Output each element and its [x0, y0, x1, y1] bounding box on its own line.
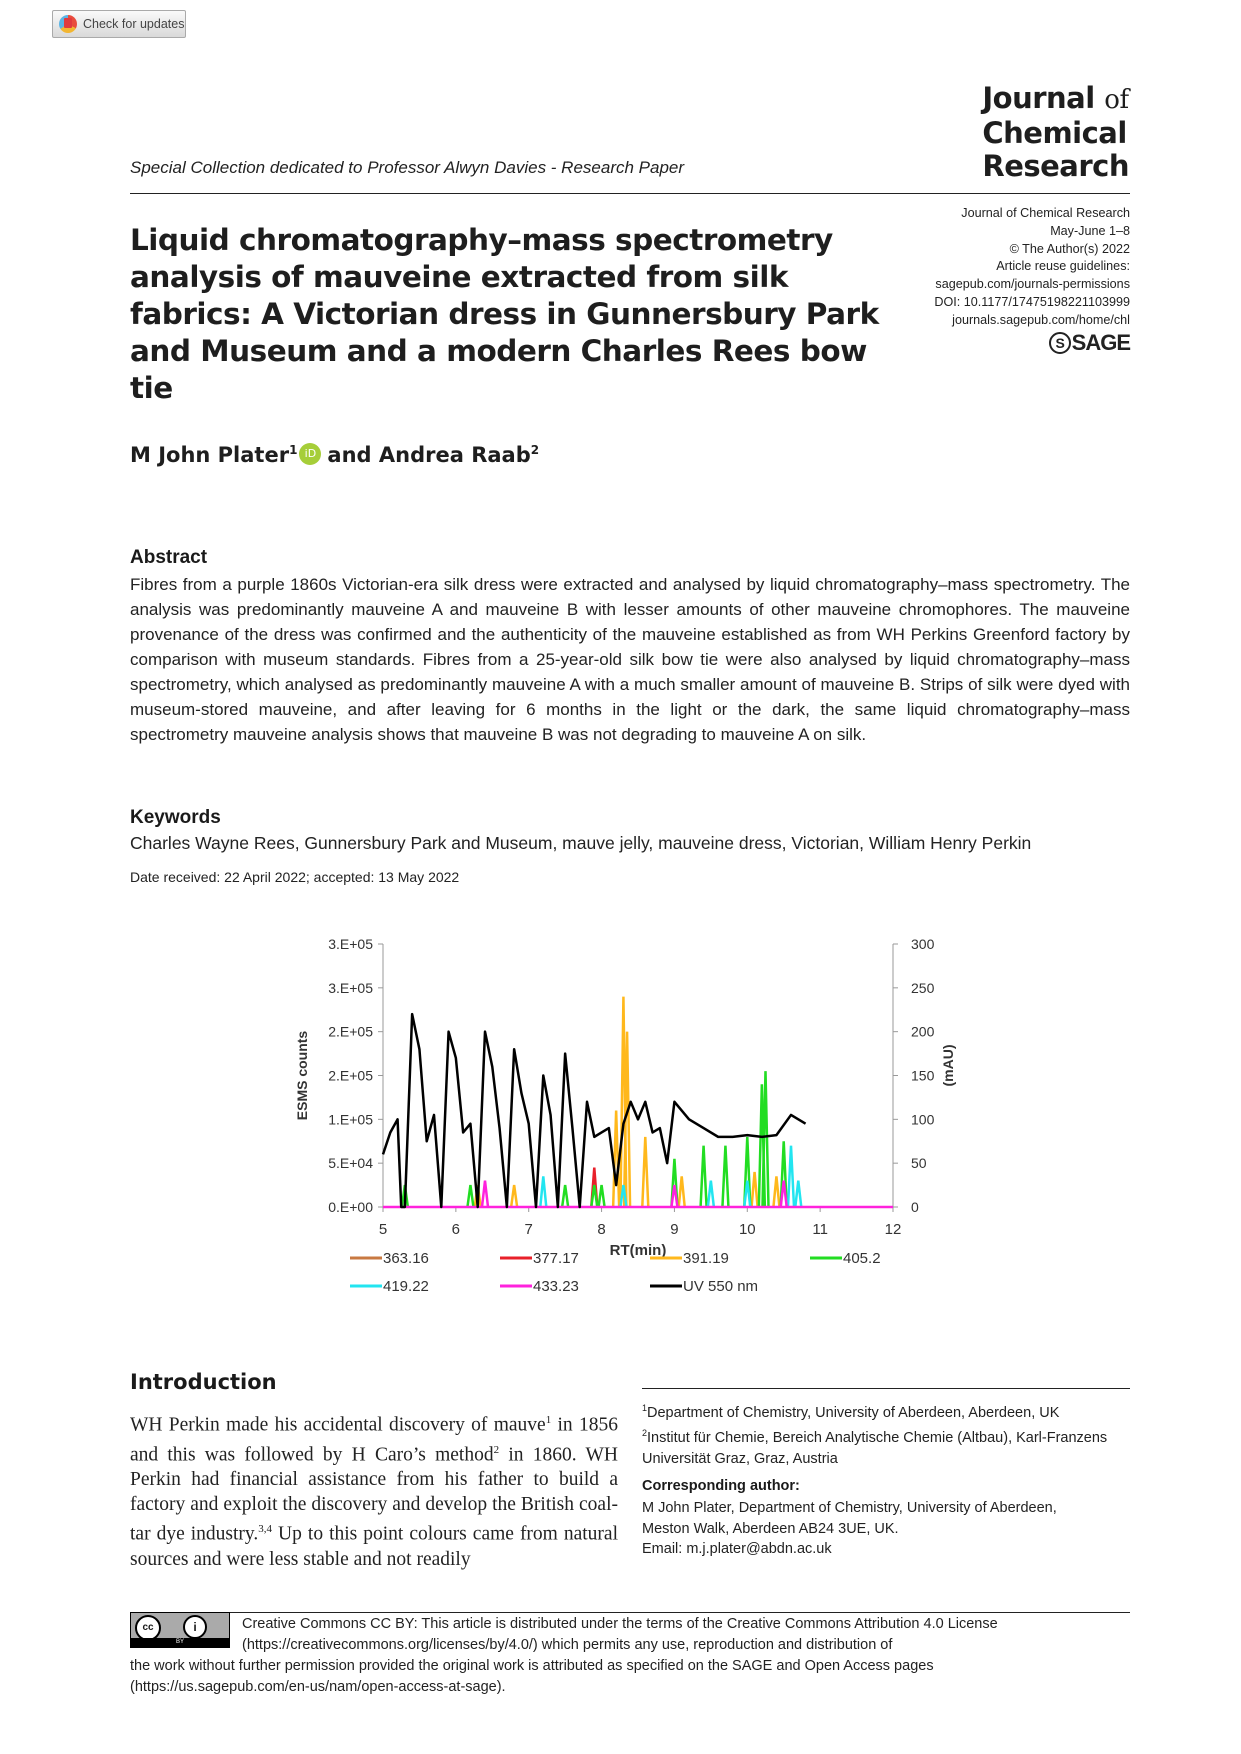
series-peak	[642, 1137, 648, 1207]
series-peak	[599, 1185, 605, 1207]
meta-reuse-label: Article reuse guidelines:	[996, 259, 1130, 274]
citation-ref[interactable]: 3,4	[258, 1523, 273, 1535]
chromatogram-chart	[270, 920, 970, 1340]
keywords-text: Charles Wayne Rees, Gunnersbury Park and Museum, mauve jelly, mauveine dress, Victorian, William Henry Perkin	[130, 833, 1032, 853]
sage-logo-text: SAGE	[1071, 330, 1130, 355]
corresponding-line: M John Plater, Department of Chemistry, University of Aberdeen,	[642, 1500, 1057, 1516]
y-tick-label-left: 5.E+04	[328, 1155, 373, 1172]
affiliation-item	[642, 1423, 1142, 1469]
y-tick-label-right: 150	[911, 1067, 935, 1084]
affiliation-item	[642, 1398, 1142, 1423]
y-tick-label-right: 50	[911, 1155, 927, 1172]
author-affil-sup: 1	[289, 443, 298, 457]
corresponding-line: Meston Walk, Aberdeen AB24 3UE, UK.	[642, 1520, 899, 1537]
series-peak	[679, 1176, 685, 1207]
meta-copyright: © The Author(s) 2022	[1009, 241, 1130, 256]
y-tick-label-right: 250	[911, 979, 935, 996]
journal-logo	[982, 82, 1129, 183]
author-list	[130, 443, 539, 467]
author-affil-sup: 2	[530, 443, 540, 457]
intro-text-part: in 1856 and this was followed by H Caro’s method	[130, 1414, 618, 1465]
by-label: BY	[131, 1638, 229, 1647]
license-link[interactable]: (https://creativecommons.org/licenses/by/4.0/) which permits any use, reproduction and distribution of	[242, 1637, 893, 1653]
introduction-heading: Introduction	[130, 1370, 277, 1394]
corresponding-heading: Corresponding author:	[642, 1478, 800, 1494]
legend-label: 419.22	[383, 1278, 429, 1295]
article-dates: Date received: 22 April 2022; accepted: 13 May 2022	[130, 869, 460, 885]
series-peak	[482, 1181, 488, 1207]
footnote-divider	[642, 1388, 1130, 1389]
y-tick-label-right: 100	[911, 1111, 935, 1128]
check-for-updates-label: Check for updates	[83, 17, 185, 31]
crossmark-icon	[59, 15, 77, 33]
author-connector: and	[327, 443, 372, 467]
meta-doi[interactable]: DOI: 10.1177/17475198221103999	[934, 294, 1130, 309]
abstract-text: Fibres from a purple 1860s Victorian-era silk dress were extracted and analysed by liquid chromatography–mass spectrometry. The analysis was predominantly mauveine A and mauveine B with lesser amounts of other mauveine chromophores. The mauveine provenance of the dress was confirmed and the authenticity of the mauveine established as from WH Perkins Greenford factory by comparison with museum standards. Fibres from a 25-year-old silk bow tie were also analysed by liquid chromatography–mass spectrometry, which analysed as predominantly mauveine A with a much smaller amount of mauveine B. Strips of silk were dyed with museum-stored mauveine, and after leaving for 6 months in the light or the dark, the same liquid chromatography–mass spectrometry mauveine analysis shows that mauveine B was not degrading to mauveine A on silk.	[130, 575, 1130, 744]
citation-ref[interactable]: 1	[545, 1414, 552, 1426]
open-access-link[interactable]: (https://us.sagepub.com/en-us/nam/open-access-at-sage).	[130, 1679, 506, 1695]
chromatogram-figure	[270, 920, 970, 1340]
affiliations	[642, 1398, 1142, 1469]
affiliation-text: Institut für Chemie, Bereich Analytische Chemie (Altbau), Karl-Franzens Universität Graz, Graz, Austria	[642, 1430, 1108, 1467]
journal-meta	[934, 205, 1130, 330]
article-title: Liquid chromatography–mass spectrometry analysis of mauveine extracted from silk fabrics: A Victorian dress in Gunnersbury Park and Museum and a modern Charles Rees bow tie	[130, 223, 879, 405]
y-tick-label-right: 200	[911, 1023, 935, 1040]
x-tick-label: 6	[451, 1221, 461, 1238]
license-line: Creative Commons CC BY: This article is distributed under the terms of the Creative Commons Attribution 4.0 License	[242, 1616, 998, 1632]
series-peak	[788, 1146, 794, 1207]
x-tick-label: 10	[738, 1221, 756, 1238]
collection-label: Special Collection dedicated to Professor Alwyn Davies - Research Paper	[130, 158, 685, 177]
y-tick-label-left: 3.E+05	[328, 936, 373, 952]
orcid-icon[interactable]: iD	[299, 443, 321, 465]
y-tick-label-left: 2.E+05	[328, 1067, 373, 1084]
x-axis-label: RT(min)	[609, 1242, 667, 1259]
legend-label: 377.17	[533, 1250, 579, 1267]
x-tick-label: 5	[378, 1221, 388, 1238]
series-peak	[722, 1146, 728, 1207]
license-divider	[230, 1612, 1130, 1613]
legend-label: 405.2	[843, 1250, 881, 1267]
keywords-heading: Keywords	[130, 807, 221, 828]
abstract-heading: Abstract	[130, 547, 208, 568]
corresponding-email[interactable]: Email: m.j.plater@abdn.ac.uk	[642, 1541, 832, 1557]
y-tick-label-left: 1.E+05	[328, 1111, 373, 1128]
y-axis-label: ESMS counts	[294, 1030, 310, 1121]
series-peak	[540, 1176, 546, 1207]
meta-permissions-link[interactable]: sagepub.com/journals-permissions	[935, 277, 1130, 292]
attribution-person-icon: i	[183, 1615, 207, 1639]
series-peak	[562, 1185, 568, 1207]
sage-s-icon: S	[1049, 332, 1071, 354]
meta-journal: Journal of Chemical Research	[961, 206, 1130, 220]
legend-label: UV 550 nm	[683, 1278, 759, 1295]
legend-label: 433.23	[533, 1278, 579, 1295]
intro-text-part: WH Perkin made his accidental discovery of mauve	[130, 1414, 546, 1436]
y-tick-label-right: 0	[911, 1199, 919, 1215]
series-peak	[708, 1181, 714, 1207]
journal-logo-line2: Chemical	[982, 116, 1127, 150]
affiliation-text: Department of Chemistry, University of Aberdeen, Aberdeen, UK	[647, 1404, 1060, 1421]
y-tick-label-left: 3.E+05	[328, 979, 373, 996]
header-divider	[130, 193, 1130, 194]
license-text-bottom	[130, 1656, 1130, 1698]
intro-text-part: Up to this point colours came from natural sources and were less stable and not readily	[130, 1523, 618, 1570]
series-peak	[467, 1185, 473, 1207]
cc-by-badge[interactable]	[130, 1612, 230, 1648]
x-tick-label: 12	[884, 1221, 902, 1238]
legend-label: 363.16	[383, 1250, 429, 1267]
journal-logo-line1: Journal	[982, 81, 1095, 115]
y-tick-label-right: 300	[911, 936, 935, 952]
sage-logo	[1049, 330, 1130, 356]
x-tick-label: 7	[524, 1221, 533, 1238]
x-tick-label: 11	[812, 1221, 828, 1238]
author-name: Andrea Raab	[378, 443, 531, 467]
license-line: the work without further permission provided the original work is attributed as specified on the SAGE and Open Access pages	[130, 1658, 934, 1674]
affiliation-sup: 1	[642, 1403, 648, 1413]
citation-ref[interactable]: 2	[493, 1443, 500, 1456]
journal-logo-line3: Research	[982, 149, 1129, 183]
x-tick-label: 8	[597, 1221, 606, 1238]
y2-axis-label: (mAU)	[940, 1044, 956, 1087]
x-tick-label: 9	[670, 1221, 679, 1238]
series-peak	[701, 1146, 707, 1207]
series-peak	[511, 1185, 517, 1207]
meta-journal-link[interactable]: journals.sagepub.com/home/chl	[952, 312, 1130, 327]
check-for-updates-button[interactable]	[52, 10, 186, 38]
series-peak	[795, 1181, 801, 1207]
intro-text-part: in 1860. WH Perkin had financial assistance from his father to build a factory and exploit the discovery and develop the British coal-tar dye industry.	[130, 1444, 618, 1545]
legend-label: 391.19	[683, 1250, 729, 1267]
meta-issue: May-June 1–8	[1050, 223, 1130, 238]
introduction-text	[130, 1408, 618, 1572]
y-tick-label-left: 0.E+00	[328, 1199, 373, 1215]
corresponding-details	[642, 1498, 1142, 1560]
series-peak	[773, 1176, 779, 1207]
series-peak	[752, 1172, 758, 1207]
journal-logo-of: of	[1104, 85, 1129, 115]
license-text-top	[242, 1614, 1142, 1656]
affiliation-sup: 2	[642, 1428, 648, 1439]
y-tick-label-left: 2.E+05	[328, 1023, 373, 1040]
author-name: M John Plater	[130, 443, 290, 467]
cc-icon: cc	[135, 1615, 161, 1641]
